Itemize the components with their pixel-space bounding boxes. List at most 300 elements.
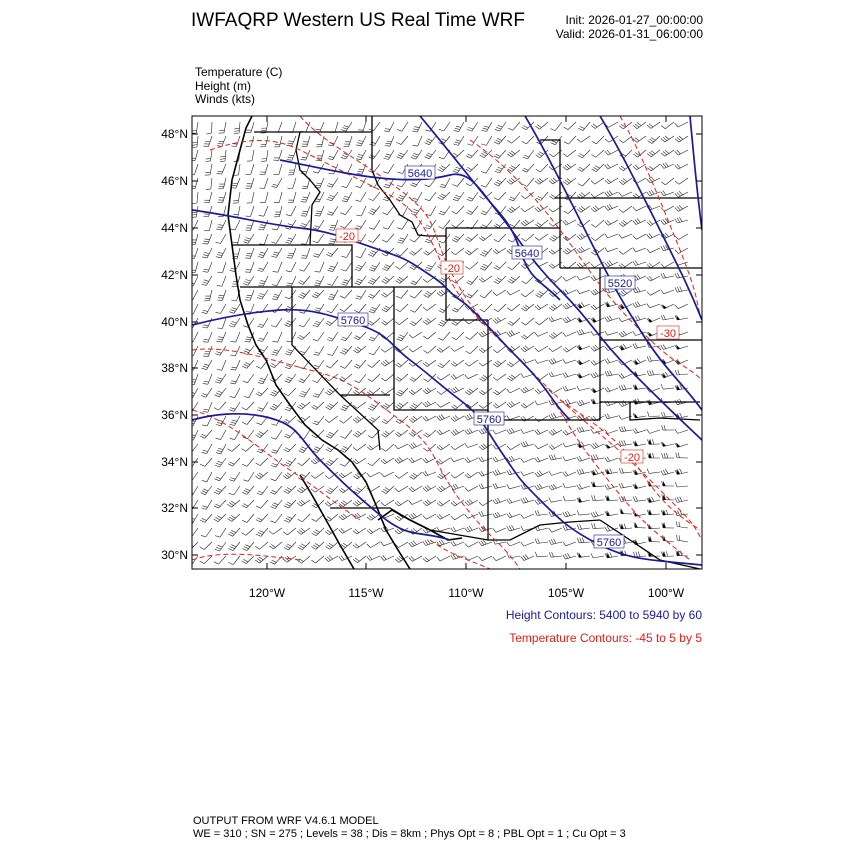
wind-barb [479, 444, 492, 450]
wind-barb [409, 388, 422, 395]
wind-barb [424, 248, 437, 255]
wind-barb [507, 388, 520, 393]
wind-barb [382, 416, 394, 424]
wind-barb [675, 234, 688, 240]
wind-barb [270, 500, 282, 509]
wind-barb [479, 388, 492, 395]
wind-barb [549, 429, 562, 435]
wind-barb [260, 136, 268, 147]
lat-label: 34°N [161, 455, 188, 469]
wind-barb [466, 206, 478, 215]
wind-barb [619, 136, 632, 143]
wind-barb [271, 346, 282, 355]
wind-barb [507, 150, 520, 157]
wind-barb [383, 206, 395, 215]
wind-barb [231, 332, 240, 342]
wind-barb [214, 402, 226, 410]
wind-barb [454, 122, 464, 132]
wind-barb [479, 276, 492, 282]
wind-barb [605, 178, 618, 184]
wind-barb [424, 290, 436, 298]
wind-barb [215, 346, 226, 355]
wind-barb [633, 206, 646, 211]
wind-barb [326, 444, 338, 452]
wind-barb [395, 457, 408, 463]
wind-barb [189, 374, 198, 384]
wind-barb [592, 136, 604, 144]
model-info-line2: WE = 310 ; SN = 275 ; Levels = 38 ; Dis = 8km ; Phys Opt = 8 ; PBL Opt = 1 ; Cu Opt = 3 [193, 828, 626, 840]
wind-barb [507, 331, 520, 337]
lat-label: 42°N [161, 268, 188, 282]
wind-barb [328, 164, 338, 174]
wind-barb [242, 486, 254, 494]
wind-barb [229, 402, 240, 411]
wind-barb [535, 304, 548, 310]
lat-label: 44°N [161, 221, 188, 235]
wind-barb [368, 206, 380, 215]
wind-barb [675, 248, 688, 254]
wind-barb [493, 290, 506, 296]
wind-barb [287, 136, 297, 146]
wind-barb [301, 234, 310, 244]
wind-barb [271, 514, 283, 523]
wind-barb [410, 318, 422, 326]
wind-barb [315, 206, 324, 216]
wind-barb [353, 346, 366, 353]
wind-barb [245, 220, 254, 230]
wind-barb [188, 318, 198, 328]
wind-barb [342, 178, 352, 188]
wind-barb [661, 290, 674, 294]
wind-barb [188, 290, 198, 300]
wind-barb [383, 164, 394, 173]
wind-barb [647, 190, 660, 196]
wind-barb [465, 514, 478, 518]
wind-barb [298, 542, 310, 550]
wind-barb [382, 304, 394, 312]
wind-barb [465, 499, 478, 505]
wind-barb [201, 500, 212, 509]
wind-barb [203, 402, 212, 412]
wind-barb [633, 343, 646, 348]
wind-barb [325, 555, 338, 561]
wind-barb [563, 496, 576, 501]
wind-barb [466, 346, 478, 354]
wind-barb [246, 164, 254, 175]
wind-barb [521, 318, 534, 325]
wind-barb [202, 444, 212, 454]
wind-barb [535, 538, 548, 543]
wind-barb [495, 164, 506, 173]
wind-barb [451, 248, 464, 255]
wind-barb [479, 402, 492, 408]
wind-barb [550, 122, 562, 131]
wind-barb [437, 486, 450, 492]
wind-barb [381, 556, 394, 561]
wind-barb [242, 402, 254, 410]
wind-barb [521, 429, 534, 433]
wind-barb [368, 360, 380, 368]
wind-barb [423, 304, 436, 311]
wind-barb [218, 262, 227, 273]
wind-barb [675, 136, 688, 142]
wind-barb [507, 498, 520, 503]
wind-barb [675, 370, 688, 375]
wind-barb [381, 458, 394, 464]
wind-barb [438, 304, 450, 313]
wind-barb [382, 276, 394, 284]
wind-barb [357, 122, 366, 132]
wind-barb [591, 454, 604, 460]
lat-ticks [192, 134, 702, 555]
wind-barb [507, 542, 520, 546]
wind-barb [591, 553, 604, 558]
wind-barb [494, 276, 506, 284]
wind-barb [215, 458, 226, 467]
wind-barb [395, 430, 408, 437]
wind-barb [410, 248, 423, 255]
wind-barb [578, 122, 590, 131]
wind-barb [217, 136, 226, 146]
wind-barb [368, 374, 380, 382]
wind-barb [410, 472, 423, 479]
wind-barb [423, 556, 436, 562]
wind-barb [207, 122, 213, 134]
wind-barb [439, 122, 450, 131]
wind-barb [242, 360, 254, 368]
wind-barb [284, 542, 296, 550]
wind-barb [354, 360, 366, 368]
wind-barb [245, 290, 254, 300]
lat-label: 36°N [161, 408, 188, 422]
wind-barb [299, 304, 310, 313]
wind-barb [577, 510, 590, 515]
wind-barb [677, 521, 689, 528]
wind-barb [255, 542, 268, 549]
wind-barb [619, 290, 632, 296]
wind-barb [190, 178, 198, 189]
wind-barb [465, 388, 478, 395]
wind-barb [269, 542, 282, 549]
wind-barb [437, 444, 450, 450]
lat-label: 40°N [161, 315, 188, 329]
wind-barb [535, 484, 548, 490]
wind-barb [424, 346, 437, 353]
wind-barb [647, 234, 660, 239]
wind-barb [440, 178, 450, 188]
temperature-label: -20 [444, 263, 460, 275]
wind-barb [523, 150, 534, 159]
wind-barb [368, 276, 380, 284]
wind-barb [216, 304, 227, 314]
wind-barb [591, 443, 604, 449]
wind-barb [605, 371, 618, 377]
wind-barb [535, 346, 548, 352]
wind-barb [315, 262, 324, 272]
wind-barb [245, 248, 254, 258]
wind-barb [188, 332, 198, 342]
wind-barb [423, 360, 436, 367]
wind-barb [577, 456, 590, 461]
wind-barb [521, 542, 534, 546]
wind-barb [507, 444, 520, 450]
wind-barb [395, 318, 408, 325]
wind-barb [242, 542, 254, 551]
wind-barb [521, 497, 534, 503]
wind-barb [438, 318, 450, 326]
wind-barb [340, 444, 352, 452]
wind-barb [284, 514, 296, 522]
wind-barb [647, 164, 660, 171]
baja-coast [300, 475, 354, 569]
lon-labels [249, 586, 685, 600]
wind-barb [577, 484, 590, 489]
wind-barb [438, 220, 450, 229]
wind-barb [382, 262, 394, 271]
wind-barb [563, 220, 576, 225]
wind-barb [493, 512, 506, 518]
wind-barb [188, 346, 198, 356]
wind-barb [647, 290, 660, 295]
wind-barb [369, 262, 380, 271]
wind-barb [217, 164, 226, 174]
wind-barb [187, 486, 198, 495]
wind-barb [480, 304, 492, 312]
wind-barb [328, 150, 338, 160]
wind-barb [312, 528, 324, 536]
wind-barb [479, 346, 492, 353]
wind-barb [340, 290, 352, 298]
wind-barb [200, 542, 212, 550]
wind-barb [592, 495, 605, 500]
temperature-label: -20 [339, 231, 355, 243]
wind-barb [633, 428, 646, 433]
wind-barb [312, 402, 324, 410]
wind-barb [619, 248, 632, 254]
wind-barb [465, 428, 478, 434]
wind-barb [396, 374, 409, 381]
wind-barb [479, 331, 492, 337]
wind-barb [592, 220, 605, 227]
wind-barb [493, 457, 506, 462]
wind-barb [577, 386, 590, 391]
wind-barb [563, 443, 576, 447]
wind-barb [619, 192, 632, 196]
wind-barb [298, 332, 310, 340]
temperature-contour-note: Temperature Contours: -45 to 5 by 5 [509, 631, 702, 645]
wind-barb [563, 359, 576, 363]
wind-barb [214, 556, 226, 564]
wind-barb [245, 206, 254, 216]
wind-barb [259, 234, 268, 244]
wind-barb [257, 332, 268, 342]
wind-barb [409, 458, 422, 463]
wind-barb [563, 471, 576, 476]
wind-barb [549, 317, 562, 322]
wind-barb [633, 122, 646, 129]
wind-barb [354, 332, 366, 340]
wind-barb [535, 510, 548, 515]
wind-barb [247, 150, 254, 161]
wind-barbs-layer [186, 122, 688, 565]
wind-barb [342, 248, 353, 258]
wind-barb [397, 332, 408, 341]
wind-barb [396, 360, 409, 367]
wind-barb [381, 542, 394, 546]
wind-barb [507, 290, 520, 295]
wind-barb [396, 276, 409, 283]
wind-barb [326, 248, 338, 257]
wind-barb [438, 360, 450, 368]
wind-barb [242, 514, 254, 523]
wind-barb [220, 150, 226, 162]
wind-barb [453, 136, 464, 145]
wind-barb [274, 164, 282, 175]
wind-barb [605, 358, 618, 363]
wind-barb [326, 430, 338, 438]
wind-barb [577, 329, 590, 335]
wind-barb [661, 304, 674, 309]
wind-barb [353, 402, 366, 408]
wind-barb [426, 206, 436, 216]
wind-barb [425, 192, 436, 201]
wind-barb [243, 374, 254, 383]
wind-barb [465, 486, 478, 491]
wind-barb [481, 136, 492, 145]
lon-label: 115°W [348, 586, 384, 600]
lat-label: 30°N [161, 548, 188, 562]
wind-barb [203, 346, 212, 356]
wind-barb [467, 122, 478, 131]
wind-barb [507, 178, 520, 184]
wind-barb [412, 122, 422, 132]
wind-barb [451, 429, 464, 435]
wind-barb [522, 164, 534, 172]
wind-barb [661, 273, 674, 278]
wind-barb [578, 178, 590, 186]
wind-barb [273, 262, 282, 272]
wind-barb [619, 385, 632, 391]
wind-barb [188, 304, 198, 314]
wind-barb [465, 360, 478, 366]
height-contour-note: Height Contours: 5400 to 5940 by 60 [505, 608, 702, 622]
wind-barb [232, 234, 240, 245]
wind-barb [482, 122, 493, 132]
wind-barb [201, 276, 212, 285]
wind-barb [452, 318, 465, 325]
wind-barb [451, 458, 464, 462]
wind-barb [592, 150, 605, 157]
wind-barb [245, 262, 254, 272]
wind-barb [409, 443, 422, 449]
wind-barb [327, 332, 338, 341]
wind-barb [675, 217, 688, 223]
wind-barb [577, 289, 590, 293]
wind-barb [466, 234, 478, 242]
wind-barb [605, 234, 618, 238]
wind-barb [243, 234, 254, 243]
wind-barb [494, 234, 506, 242]
wind-barb [661, 469, 674, 475]
wind-barb [339, 500, 352, 507]
wind-barb [661, 150, 674, 156]
wind-barb [662, 425, 674, 430]
wind-barb [409, 486, 422, 492]
wind-barb [549, 372, 562, 377]
wind-barb [287, 122, 296, 132]
wind-barb [215, 528, 226, 537]
wind-barb [647, 150, 660, 157]
wind-barb [535, 552, 548, 557]
wind-barb [341, 122, 352, 131]
wind-barb [344, 136, 352, 147]
wind-barb [633, 552, 646, 557]
wind-barb [535, 220, 548, 227]
wind-barb [438, 248, 450, 256]
wind-barb [521, 206, 534, 212]
wind-barb [493, 388, 506, 395]
wind-barb [535, 430, 548, 435]
wind-barb [353, 458, 366, 464]
wind-barb [203, 136, 212, 146]
wind-barb [409, 500, 422, 505]
wind-barb [591, 511, 604, 517]
wind-barb [479, 526, 492, 532]
wind-barb [257, 444, 268, 453]
wind-barb [216, 430, 226, 440]
wind-barb [381, 374, 394, 381]
lon-label: 105°W [547, 586, 585, 600]
wind-barb [355, 374, 367, 383]
wind-barb [633, 219, 646, 225]
wind-barb [298, 514, 310, 522]
wind-barb [410, 304, 422, 312]
wind-barb [215, 388, 226, 397]
wind-barb [230, 374, 240, 384]
wind-barb [313, 318, 324, 327]
wind-barb [381, 500, 394, 506]
wind-barb [465, 458, 478, 463]
wind-barb [382, 444, 395, 451]
wind-barb [228, 528, 240, 536]
wind-barb [188, 360, 198, 370]
wind-barb [381, 388, 394, 394]
wind-barb [675, 287, 688, 293]
wind-barb [465, 248, 478, 255]
wind-barb [190, 150, 198, 161]
wind-barb [563, 511, 576, 517]
wind-barb [437, 415, 450, 421]
wind-barb [465, 443, 478, 447]
wind-barb [437, 500, 450, 506]
wind-barb [411, 206, 422, 215]
wind-barb [675, 497, 688, 503]
wind-barb [410, 290, 422, 298]
wind-barb [229, 486, 240, 495]
height-label: 5760 [476, 414, 502, 426]
wind-barb [229, 304, 240, 313]
wind-barb [369, 122, 380, 131]
wind-barb [521, 441, 534, 447]
wind-barb [297, 500, 310, 506]
wind-barb [215, 542, 226, 551]
wind-barb [302, 136, 310, 147]
height-label: 5520 [607, 278, 633, 290]
wind-barb [577, 373, 590, 378]
wind-barb [368, 458, 380, 466]
wind-barb [328, 290, 338, 300]
wind-barb [481, 164, 492, 173]
